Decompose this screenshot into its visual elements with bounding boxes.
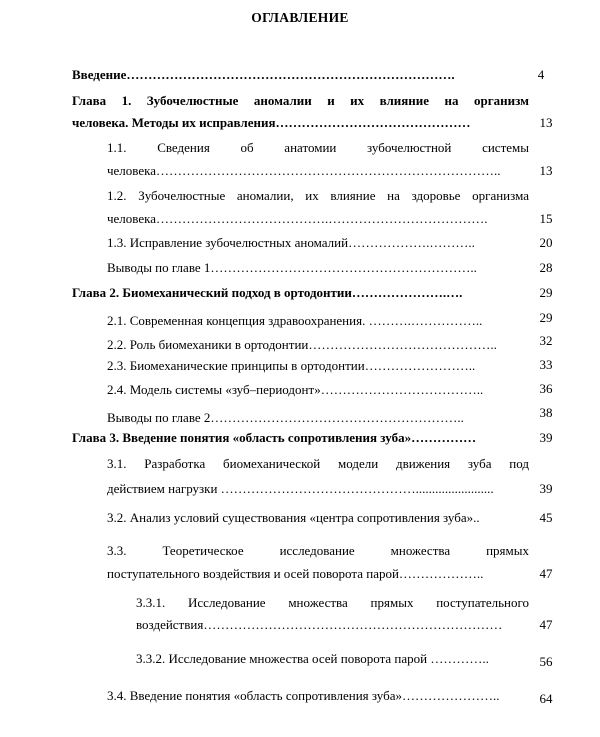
toc-entry-chapter-2: Глава 2. Биомеханический подход в ортодонтии………………….…. xyxy=(72,285,463,300)
toc-page-number: 36 xyxy=(539,381,553,396)
toc-entry-chapter-1: Глава 1. Зубочелюстные аномалии и их влияние на организм xyxy=(72,93,529,108)
toc-page-number: 32 xyxy=(539,333,553,348)
toc-entry-3-3: 3.3. Теоретическое исследование множества прямых xyxy=(107,543,529,558)
page-title: ОГЛАВЛЕНИЕ xyxy=(251,10,349,25)
toc-page-number: 33 xyxy=(539,357,553,372)
toc-entry-3-2: 3.2. Анализ условий существования «центра сопротивления зуба».. xyxy=(107,510,480,525)
toc-page-number: 13 xyxy=(539,115,553,130)
toc-page-number: 39 xyxy=(539,481,553,496)
toc-page-number: 39 xyxy=(539,430,553,445)
toc-entry-1-1: 1.1. Сведения об анатомии зубочелюстной системы xyxy=(107,140,529,155)
toc-entry-2-1: 2.1. Современная концепция здравоохранения. ……….…………….. xyxy=(107,313,483,328)
toc-entry-1-2-cont: человека………………………………….………………………………. xyxy=(107,211,488,226)
toc-entry-2-4: 2.4. Модель системы «зуб–периодонт»……………………………….. xyxy=(107,382,484,397)
toc-entry-intro: Введение…………………………………………………………………. xyxy=(72,67,455,82)
toc-entry-3-3-2: 3.3.2. Исследование множества осей поворота парой ………….. xyxy=(136,651,489,666)
toc-entry-3-3-1-cont: воздействия…………………………………………………………… xyxy=(136,617,503,632)
toc-page-number: 56 xyxy=(539,654,553,669)
toc-page-number: 47 xyxy=(539,566,553,581)
toc-page-number: 28 xyxy=(539,260,553,275)
toc-page-number: 64 xyxy=(539,691,553,706)
toc-page-number: 38 xyxy=(539,405,553,420)
toc-page-number: 4 xyxy=(537,67,545,82)
toc-entry-3-3-1: 3.3.1. Исследование множества прямых поступательного xyxy=(136,595,529,610)
toc-page-number: 45 xyxy=(539,510,553,525)
toc-entry-3-4: 3.4. Введение понятия «область сопротивления зуба»………………….. xyxy=(107,688,500,703)
toc-entry-3-1-cont: действием нагрузки ………………………………………........................ xyxy=(107,481,494,496)
toc-entry-2-2: 2.2. Роль биомеханики в ортодонтии…………………………………….. xyxy=(107,337,497,352)
toc-entry-2-3: 2.3. Биомеханические принципы в ортодонтии…………………….. xyxy=(107,358,476,373)
toc-page-number: 29 xyxy=(539,310,553,325)
toc-entry-chapter-3: Глава 3. Введение понятия «область сопротивления зуба»…………… xyxy=(72,430,477,445)
toc-entry-3-3-cont: поступательного воздействия и осей поворота парой……………….. xyxy=(107,566,484,581)
toc-page-number: 13 xyxy=(539,163,553,178)
toc-entry-1-1-cont: человека…………………………………………………………………….. xyxy=(107,163,501,178)
toc-entry-1-3: 1.3. Исправление зубочелюстных аномалий……………….……….. xyxy=(107,235,475,250)
toc-entry-1-2: 1.2. Зубочелюстные аномалии, их влияние на здоровье организма xyxy=(107,188,529,203)
toc-entry-chapter-1-cont: человека. Методы их исправления……………………………………… xyxy=(72,115,471,130)
toc-entry-conclusions-1: Выводы по главе 1…………………………………………………….. xyxy=(107,260,477,275)
toc-page-number: 47 xyxy=(539,617,553,632)
toc-page-number: 15 xyxy=(539,211,553,226)
toc-page-number: 29 xyxy=(539,285,553,300)
toc-entry-conclusions-2: Выводы по главе 2………………………………………………….. xyxy=(107,410,464,425)
toc-entry-3-1: 3.1. Разработка биомеханической модели движения зуба под xyxy=(107,456,529,471)
toc-page-number: 20 xyxy=(539,235,553,250)
